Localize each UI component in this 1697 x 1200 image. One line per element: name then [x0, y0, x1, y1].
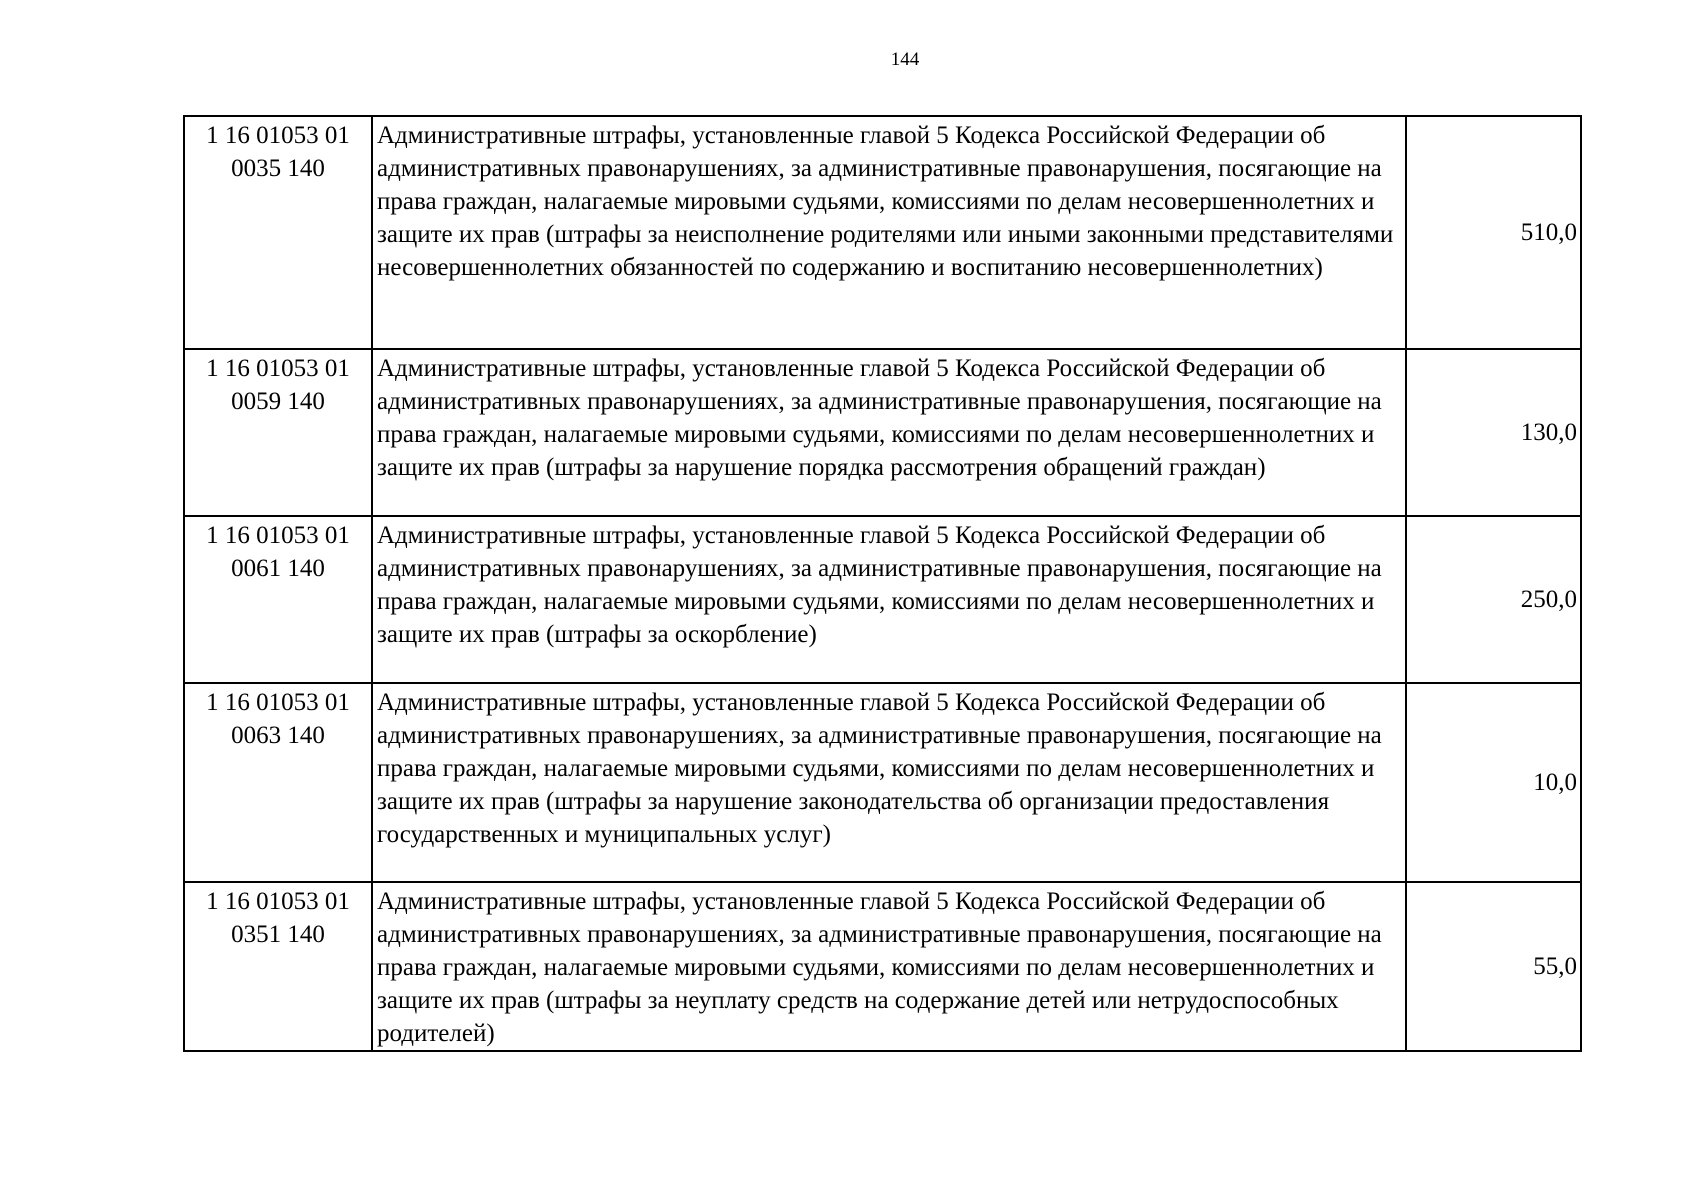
description-cell: Административные штрафы, установленные главой 5 Кодекса Российской Федерации об административных правонарушениях, за административные правонарушения, посягающие на права граждан, налагаемые мировыми судьями, комиссиями по делам несовершеннолетних и защите их прав (штрафы за нарушение порядка рассмотрения обращений граждан) [372, 349, 1406, 516]
budget-code-line: 0061 140 [231, 555, 325, 582]
description-cell: Административные штрафы, установленные главой 5 Кодекса Российской Федерации об административных правонарушениях, за административные правонарушения, посягающие на права граждан, налагаемые мировыми судьями, комиссиями по делам несовершеннолетних и защите их прав (штрафы за неисполнение родителями или иными законными представителями несовершеннолетних обязанностей по содержанию и воспитанию несовершеннолетних) [372, 116, 1406, 349]
description-cell: Административные штрафы, установленные главой 5 Кодекса Российской Федерации об административных правонарушениях, за административные правонарушения, посягающие на права граждан, налагаемые мировыми судьями, комиссиями по делам несовершеннолетних и защите их прав (штрафы за нарушение законодательства об организации предоставления государственных и муниципальных услуг) [372, 683, 1406, 882]
description-cell: Административные штрафы, установленные главой 5 Кодекса Российской Федерации об административных правонарушениях, за административные правонарушения, посягающие на права граждан, налагаемые мировыми судьями, комиссиями по делам несовершеннолетних и защите их прав (штрафы за оскорбление) [372, 516, 1406, 683]
budget-code-line: 0351 140 [231, 921, 325, 948]
budget-code-line: 1 16 01053 01 [206, 355, 350, 382]
description-cell: Административные штрафы, установленные главой 5 Кодекса Российской Федерации об административных правонарушениях, за административные правонарушения, посягающие на права граждан, налагаемые мировыми судьями, комиссиями по делам несовершеннолетних и защите их прав (штрафы за неуплату средств на содержание детей или нетрудоспособных родителей) [372, 882, 1406, 1051]
amount-cell: 130,0 [1406, 349, 1581, 516]
budget-code-line: 0063 140 [231, 722, 325, 749]
table-row [184, 683, 1581, 882]
budget-code-line: 1 16 01053 01 [206, 522, 350, 549]
budget-code-line: 0035 140 [231, 155, 325, 182]
amount-cell: 250,0 [1406, 516, 1581, 683]
budget-revenue-table [183, 115, 1582, 1052]
budget-code-line: 1 16 01053 01 [206, 122, 350, 149]
table-row [184, 516, 1581, 683]
budget-code-cell [184, 116, 372, 349]
table-row [184, 116, 1581, 349]
table-row [184, 882, 1581, 1051]
budget-code-line: 0059 140 [231, 388, 325, 415]
budget-code-cell [184, 349, 372, 516]
budget-code-cell [184, 516, 372, 683]
page-number: 144 [890, 49, 920, 70]
budget-code-cell [184, 882, 372, 1051]
amount-cell: 55,0 [1406, 882, 1581, 1051]
budget-code-line: 1 16 01053 01 [206, 888, 350, 915]
budget-code-line: 1 16 01053 01 [206, 689, 350, 716]
table-row [184, 349, 1581, 516]
budget-code-cell [184, 683, 372, 882]
amount-cell: 10,0 [1406, 683, 1581, 882]
amount-cell: 510,0 [1406, 116, 1581, 349]
